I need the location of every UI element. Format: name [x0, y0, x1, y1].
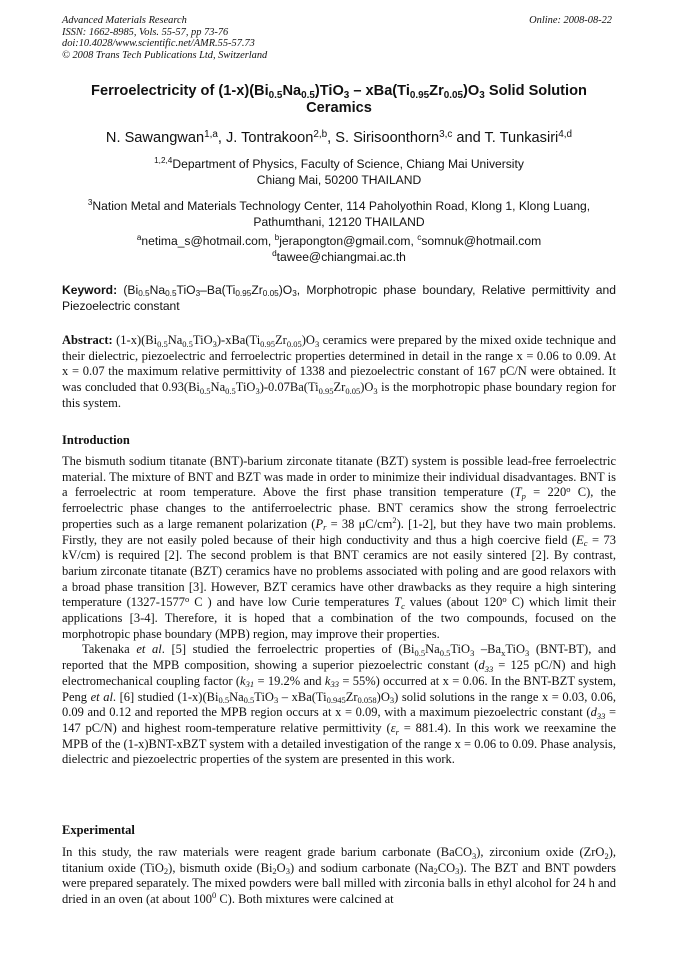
- online-date: Online: 2008-08-22: [529, 15, 612, 26]
- introduction-heading: Introduction: [62, 433, 130, 447]
- abstract: Abstract: $(1-x)(Bi_{0.5}Na_{0.5}TiO_3)-xBa(Ti_{0.95}Zr_{0.05})O_3$ ceramics were prepared by the mixed oxide technique and their dielectric, piezoelectric and ferroelectric properties determined in detail in the range x = 0.06 to 0.09. At x = 0.07 the maximum relative permittivity of 1338 and piezoelectric constant of 167 pC/N were obtained. It was concluded that $0.93(Bi_{0.5}Na_{0.5}TiO_3)-0.07Ba(Ti_{0.95}Zr_{0.05})O_3$ is the morphotropic phase boundary region for this system.: [62, 333, 616, 410]
- doi-line: doi:10.4028/www.scientific.net/AMR.55-57.73: [62, 38, 255, 50]
- intro-paragraph-2: Takenaka et al. [5] studied the ferroelectric properties of ($Bi_{0.5}Na_{0.5}TiO_3$ $-Ba_xTiO_3$ (BNT-BT), and reported that the MPB composition, showing a superior piezoelectric constant ($d_{33} = 125$ pC/N) and high electromechanical coupling factor ($k_{31} = 19.2\%$ and $k_{33} = 55\%$) occurred at x = 0.06. In the BNT-BZT system, Peng et al. [6] studied $(1-x)(Bi_{0.5}Na_{0.5}TiO_3 - xBa(Ti_{0.945}Zr_{0.058})O_3)$ solid solutions in the range x = 0.03, 0.06, 0.09 and 0.12 and reported the MPB region occurs at x = 0.09, with a maximum piezoelectric constant ($d_{33} = 147$ pC/N) and highest room-temperature relative permittivity $(\varepsilon_r = 881.4)$. In this work we reexamine the MPB of the (1-x)BNT-xBZT system with a detailed investigation of the range x = 0.06 to 0.09. Phase analysis, dielectric and piezoelectric properties of the system are presented in this work.: [62, 642, 617, 767]
- keywords: Keyword: ($Bi_{0.5}Na_{0.5}TiO_3-Ba(Ti_{0.95}Zr_{0.05})O_3$, Morphotropic phase boundary, Relative permittivity and Piezoelectric constant: [62, 283, 616, 314]
- journal-header: [62, 15, 267, 61]
- author-list: N. Sawangwan$^{1,a}$, J. Tontrakoon$^{2,b}$, S. Sirisoonthorn$^{3,c}$ and T. Tunkasiri$^{4,d}$: [105, 128, 573, 146]
- affiliation-2: $^3$Nation Metal and Materials Technology Center, 114 Paholyothin Road, Klong 1, Klong Luang, Pathumthani, 12120 THAILAND: [87, 198, 591, 230]
- copyright-line: © 2008 Trans Tech Publications Ltd, Switzerland: [62, 49, 268, 61]
- author-emails: $^a$netima_s@hotmail.com, $^b$jerapongton@gmail.com, $^c$somnuk@hotmail.com $^d$tawee@chiangmai.ac.th: [136, 233, 542, 264]
- journal-name: Advanced Materials Research: [62, 15, 187, 26]
- introduction-body: [62, 454, 616, 768]
- abstract-label: Abstract:: [62, 333, 113, 347]
- intro-paragraph-1: The bismuth sodium titanate (BNT)-barium zirconate titanate (BZT) system is possible lead-free ferroelectric material. The mixture of BNT and BZT was made in order to minimize their individual disadvantages. BNT is a ferroelectric at room temperature. Above the first phase transition temperature ($T_p = 220^o$ C), the ferroelectric phase changes to the antiferroelectric phase. BNT ceramics show the strong ferroelectric properties such as a large remanent polarization ($P_r = 38$ $\mu C/cm^2$). [1-2], but they have two main problems. Firstly, they are not easily poled because of their high conductivity and thus a high coercive field ($E_c = 73$ kV/cm) is required [2]. The second problem is that BNT ceramics are not easily sintered [2]. By contrast, barium zirconate titanate (BZT) ceramics have no problems associated with poling and are good relaxors with a broad phase transition [3]. However, BZT ceramics have other drawbacks as they require a high sintering temperature (1327-1577$^o$ C ) and have low Curie temperatures $T_c$ values (about 120$^o$ C) which limit their applications [3-4]. Therefore, it is hoped that a combination of the two compounds, focused on the morphotropic phase boundary (MPB) region, may improve their properties.: [62, 454, 617, 641]
- issn-line: ISSN: 1662-8985, Vols. 55-57, pp 73-76: [62, 26, 229, 38]
- keyword-label: Keyword:: [62, 283, 118, 297]
- experimental-heading: Experimental: [62, 823, 135, 837]
- paper-title: Ferroelectricity of $(1-x)(Bi_{0.5}Na_{0.5})TiO_3 - xBa(Ti_{0.95}Zr_{0.05})O_3$ Solid Solution Ceramics: [91, 83, 587, 116]
- experimental-body: [62, 845, 616, 908]
- experimental-paragraph-1: In this study, the raw materials were reagent grade barium carbonate (BaCO$_3$), zirconium oxide (ZrO$_2$), titanium oxide (TiO$_2$), bismuth oxide $(Bi_2O_3)$ and sodium carbonate $(Na_2CO_3)$. The BZT and BNT powders were prepared separately. The mixed powders were ball milled with zirconia balls in ethyl alcohol for 24 h and dried in an oven (at about $100^0$ C). Both mixtures were calcined at: [62, 845, 616, 907]
- affiliation-1: $^{1,2,4}$Department of Physics, Faculty of Science, Chiang Mai University Chiang Mai, 50200 THAILAND: [154, 156, 524, 188]
